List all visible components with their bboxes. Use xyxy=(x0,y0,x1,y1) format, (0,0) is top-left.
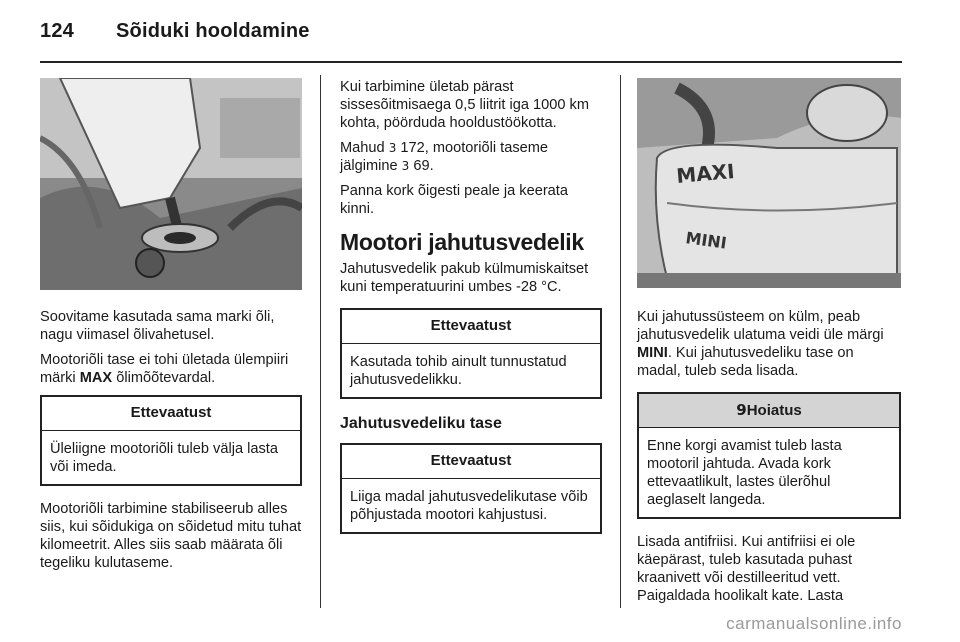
caution-title: Ettevaatust xyxy=(130,404,212,421)
text: 69. xyxy=(409,158,434,174)
text: Mootoriõli tase ei tohi ületada ülempiiri märki xyxy=(40,352,289,386)
text: Kui jahutussüsteem on külm, peab jahutusvedelik ulatuma veidi üle märgi xyxy=(637,309,884,343)
page-reference-icon[interactable]: 3 xyxy=(388,141,397,155)
warning-title-row xyxy=(639,394,899,427)
paragraph xyxy=(340,139,602,175)
min-mark-label: MINI xyxy=(684,228,728,253)
paragraph: Mootoriõli tarbimine stabiliseerub alles siis, kui sõidukiga on sõidetud mitu tuhat kilomeetrit. Alles siis saab määrata õli tegeliku kulutaseme. xyxy=(40,501,302,571)
page-reference-icon[interactable]: 3 xyxy=(401,159,410,173)
max-mark-label: MAXI xyxy=(675,158,736,188)
column-divider-2 xyxy=(620,75,621,608)
column-3 xyxy=(637,78,901,612)
paragraph: Jahutusvedelik pakub külmumiskaitset kuni temperatuurini umbes -28 °C. xyxy=(340,261,589,295)
coolant-reservoir-image xyxy=(637,78,901,288)
section-title: Sõiduki hooldamine xyxy=(116,20,310,42)
mini-mark: MINI xyxy=(637,345,668,361)
text: õlimõõtevardal. xyxy=(112,370,216,386)
paragraph xyxy=(40,351,302,387)
caution-title: Ettevaatust xyxy=(430,452,512,469)
paragraph xyxy=(637,308,901,380)
warning-body: Enne korgi avamist tuleb lasta mootoril jahtuda. Avada kork ettevaatlikult, lastes ülerõhul aeglaselt langeda. xyxy=(639,427,899,517)
caution-box xyxy=(40,395,302,486)
watermark: carmanualsonline.info xyxy=(726,614,902,633)
paragraph: Soovitame kasutada sama marki õli, nagu viimasel õlivahetusel. xyxy=(40,309,275,343)
caution-title: Ettevaatust xyxy=(430,317,512,334)
page-number: 124 xyxy=(40,20,74,42)
page-header xyxy=(40,20,310,43)
paragraph: Panna kork õigesti peale ja keerata kinni. xyxy=(340,183,568,217)
text: . Kui jahutusvedeliku tase on madal, tuleb seda lisada. xyxy=(637,345,854,379)
warning-icon: 9 xyxy=(736,401,747,419)
header-rule xyxy=(40,61,902,63)
max-mark: MAX xyxy=(79,370,113,386)
oil-filling-image xyxy=(40,78,302,290)
paragraph: Lisada antifriisi. Kui antifriisi ei ole käepärast, tuleb kasutada puhast kraanivett või destilleeritud vett. Paigaldada hoolikalt kate. Lasta xyxy=(637,534,856,604)
warning-box xyxy=(637,392,901,519)
caution-body: Kasutada tohib ainult tunnustatud jahutusvedelikku. xyxy=(342,343,600,397)
caution-body: Üleliigne mootoriõli tuleb välja lasta või imeda. xyxy=(42,430,300,484)
column-2 xyxy=(340,78,602,534)
warning-title: Hoiatus xyxy=(746,402,802,419)
column-divider-1 xyxy=(320,75,321,608)
subsection-heading: Jahutusvedeliku tase xyxy=(340,415,502,432)
text: Mahud xyxy=(340,140,389,156)
section-heading: Mootori jahutusvedelik xyxy=(340,229,584,255)
text: 172, mootoriõli taseme jälgimine xyxy=(340,140,549,174)
caution-body: Liiga madal jahutusvedelikutase võib põhjustada mootori kahjustusi. xyxy=(342,478,600,532)
column-1 xyxy=(40,78,302,579)
caution-box xyxy=(340,443,602,534)
paragraph: Kui tarbimine ületab pärast sissesõitmisaega 0,5 liitrit iga 1000 km kohta, pöörduda hooldustöökotta. xyxy=(340,79,590,131)
caution-box xyxy=(340,308,602,399)
